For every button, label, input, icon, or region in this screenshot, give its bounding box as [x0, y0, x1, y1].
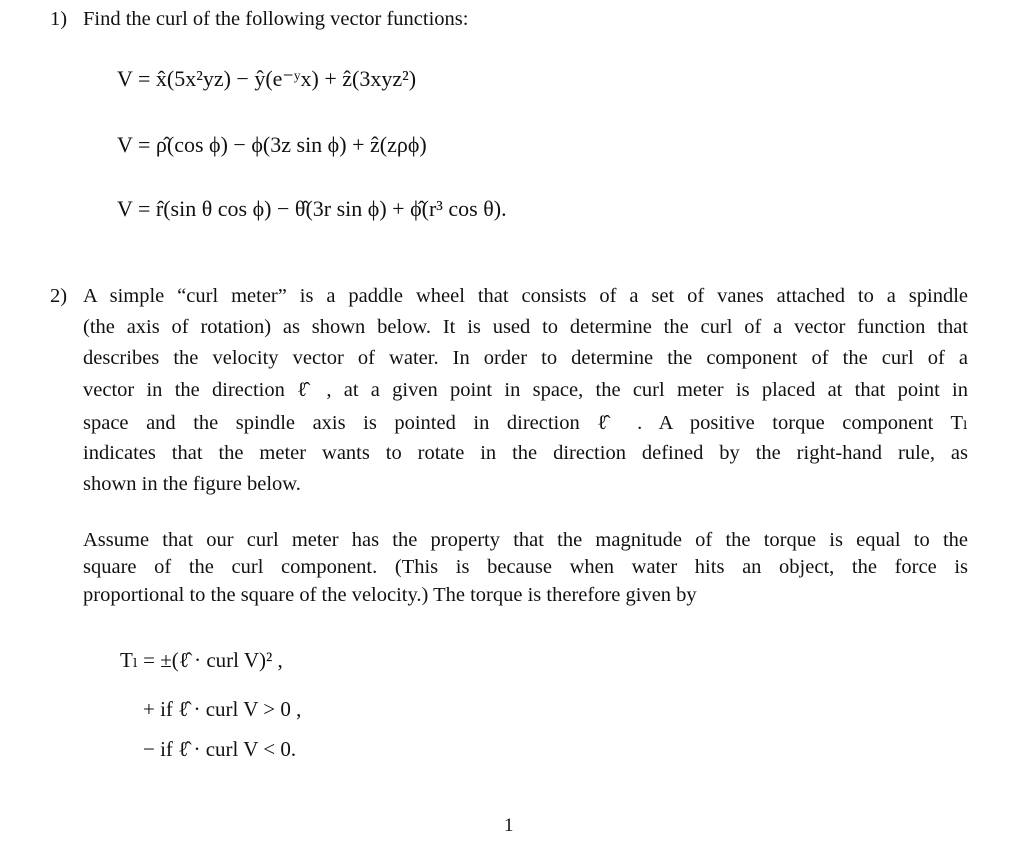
problem-1-prompt: Find the curl of the following vector functions: — [83, 8, 469, 30]
paragraph-line: square of the curl component. (This is because when water hits an object, the force is — [83, 556, 968, 578]
paragraph-line: indicates that the meter wants to rotate in the direction defined by the right-hand rule, as — [83, 442, 968, 464]
problem-2-number: 2) — [50, 285, 68, 307]
paragraph-line: Assume that our curl meter has the property that the magnitude of the torque is equal to the — [83, 529, 968, 551]
equation-cartesian: V = x̂(5x²yz) − ŷ(e⁻ʸx) + ẑ(3xyz²) — [117, 66, 417, 91]
paragraph-line: describes the velocity vector of water. In order to determine the component of the curl of a — [83, 347, 968, 369]
problem-1-number: 1) — [50, 8, 68, 30]
paragraph-line: space and the spindle axis is pointed in direction ℓ̂ . A positive torque component Tₗ — [83, 412, 968, 434]
equation-cylindrical: V = ρ̂(cos ϕ) − ϕ(3z sin ϕ) + ẑ(zρϕ) — [117, 132, 427, 157]
condition-positive: + if ℓ̂ · curl V > 0 , — [143, 697, 302, 721]
equation-spherical: V = r̂(sin θ cos ϕ) − θ̂(3r sin ϕ) + ϕ̂(r³ cos θ). — [117, 196, 507, 221]
condition-negative: − if ℓ̂ · curl V < 0. — [143, 737, 297, 761]
paragraph-line: A simple “curl meter” is a paddle wheel that consists of a set of vanes attached to a spindle — [83, 285, 968, 307]
page-number: 1 — [504, 815, 514, 836]
paragraph-line: (the axis of rotation) as shown below. It is used to determine the curl of a vector function that — [83, 316, 968, 338]
paragraph-line: proportional to the square of the velocity.) The torque is therefore given by — [83, 584, 697, 606]
paragraph-line: shown in the figure below. — [83, 473, 301, 495]
paragraph-line: vector in the direction ℓ̂ , at a given point in space, the curl meter is placed at that point in — [83, 379, 968, 401]
torque-equation: Tₗ = ±(ℓ̂ · curl V)² , — [120, 648, 283, 672]
